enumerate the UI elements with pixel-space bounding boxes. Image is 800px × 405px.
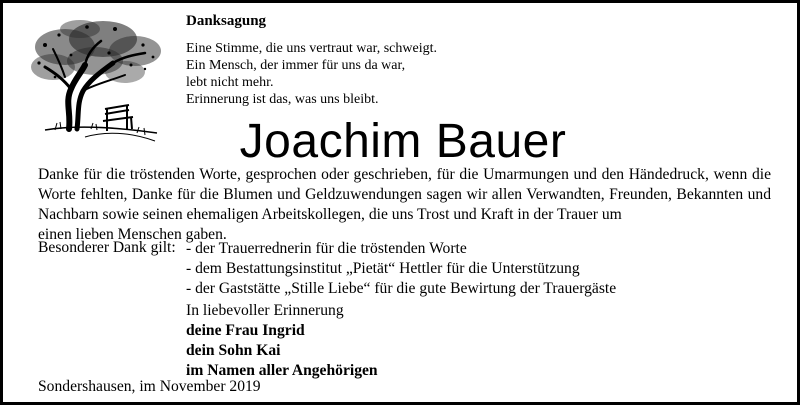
special-thanks-list [186,239,616,299]
special-thanks-item: - der Gaststätte „Stille Liebe“ für die gute Bewirtung der Trauergäste [186,280,617,297]
poem-line: Erinnerung ist das, was uns bleibt. [186,92,379,107]
signoff-intro: In liebevoller Erinnerung [186,302,344,319]
special-thanks-label: Besonderer Dank gilt: [38,239,176,256]
signoff-name: im Namen aller Angehörigen [186,362,378,379]
danksagung-heading: Danksagung [186,13,267,29]
thanks-paragraph-last-line: einen lieben Menschen gaben. [38,226,227,243]
thanks-paragraph-text: Danke für die tröstenden Worte, gesprochen oder geschrieben, für die Umarmungen und den Händedruck, wenn die Worte fehlten, Danke für die Blumen und Geldzuwendungen sagen wir allen Verwandten, Freunden, Bekannten und Nachbarn sowie seinen ehemaligen Arbeitskollegen, die uns Trost und Kraft in der Trauer um [38,166,771,223]
signoff [186,301,378,381]
thanks-paragraph [38,165,771,245]
signoff-name: deine Frau Ingrid [186,322,305,339]
signoff-name: dein Sohn Kai [186,342,281,359]
poem-line: lebt nicht mehr. [186,75,274,90]
poem-line: Eine Stimme, die uns vertraut war, schweigt. [186,41,437,56]
special-thanks-item: - der Trauerrednerin für die tröstenden Worte [186,240,467,257]
poem [186,40,437,108]
poem-line: Ein Mensch, der immer für uns da war, [186,58,406,73]
place-date: Sondershausen, im November 2019 [38,378,261,395]
deceased-name: Joachim Bauer [239,115,567,168]
special-thanks-item: - dem Bestattungsinstitut „Pietät“ Hettler für die Unterstützung [186,260,580,277]
